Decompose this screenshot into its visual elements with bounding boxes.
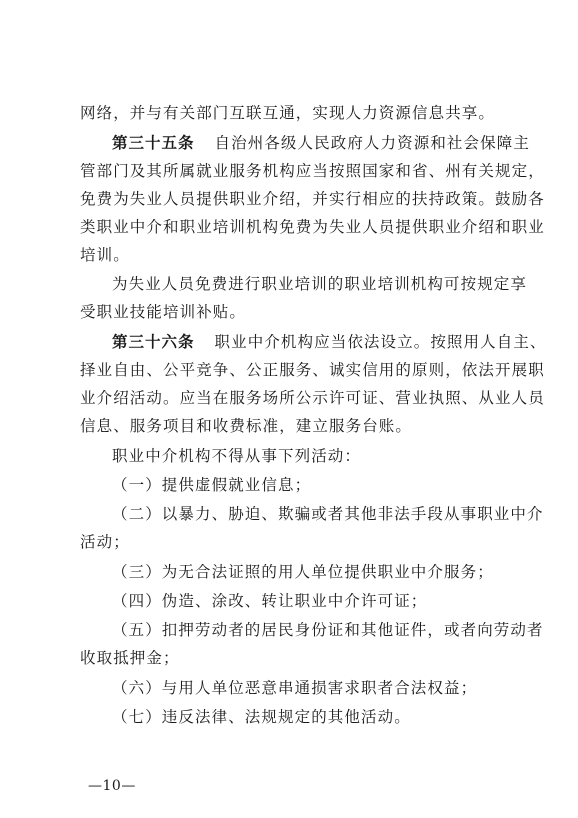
list-item: （五）扣押劳动者的居民身份证和其他证件，或者向劳动者 (112, 621, 544, 640)
text-line: 职业中介机构不得从事下列活动： (112, 447, 362, 466)
text-line: 业介绍活动。应当在服务场所公示许可证、营业执照、从业人员 (80, 389, 545, 408)
list-item: （二）以暴力、胁迫、欺骗或者其他非法手段从事职业中介 (112, 505, 544, 524)
text-line: 为失业人员免费进行职业培训的职业培训机构可按规定享 (112, 275, 528, 294)
list-item-continuation: 活动； (80, 533, 130, 552)
text-line: 择业自由、公平竞争、公正服务、诚实信用的原则，依法开展职 (80, 361, 545, 380)
text-line: 受职业技能培训补贴。 (80, 303, 247, 322)
page-number: —10— (88, 778, 136, 794)
list-item: （三）为无合法证照的用人单位提供职业中介服务； (112, 563, 494, 582)
list-item: （六）与用人单位恶意串通损害求职者合法权益； (112, 679, 478, 698)
article-36-number: 第三十六条 (112, 333, 195, 352)
list-item: （一）提供虚假就业信息； (112, 476, 312, 495)
text-line: 信息、服务项目和收费标准，建立服务台账。 (80, 417, 413, 436)
text-line: 培训。 (80, 246, 130, 265)
text-line: 类职业中介和职业培训机构免费为失业人员提供职业介绍和职业 (80, 218, 545, 237)
text-line: 免费为失业人员提供职业介绍，并实行相应的扶持政策。鼓励各 (80, 190, 545, 209)
list-item-continuation: 收取抵押金； (80, 649, 180, 668)
text-line: 职业中介机构应当依法设立。按照用人自主、 (214, 333, 547, 352)
text-line: 自治州各级人民政府人力资源和社会保障主 (214, 133, 530, 152)
article-36-first-line (112, 332, 547, 352)
text-line: 网络，并与有关部门互联互通，实现人力资源信息共享。 (80, 104, 496, 122)
text-line: 管部门及其所属就业服务机构应当按照国家和省、州有关规定， (80, 161, 545, 180)
article-35-first-line (112, 133, 530, 153)
list-item: （七）违反法律、法规规定的其他活动。 (112, 708, 411, 726)
list-item: （四）伪造、涂改、转让职业中介许可证； (112, 592, 428, 611)
article-35-number: 第三十五条 (112, 133, 195, 152)
